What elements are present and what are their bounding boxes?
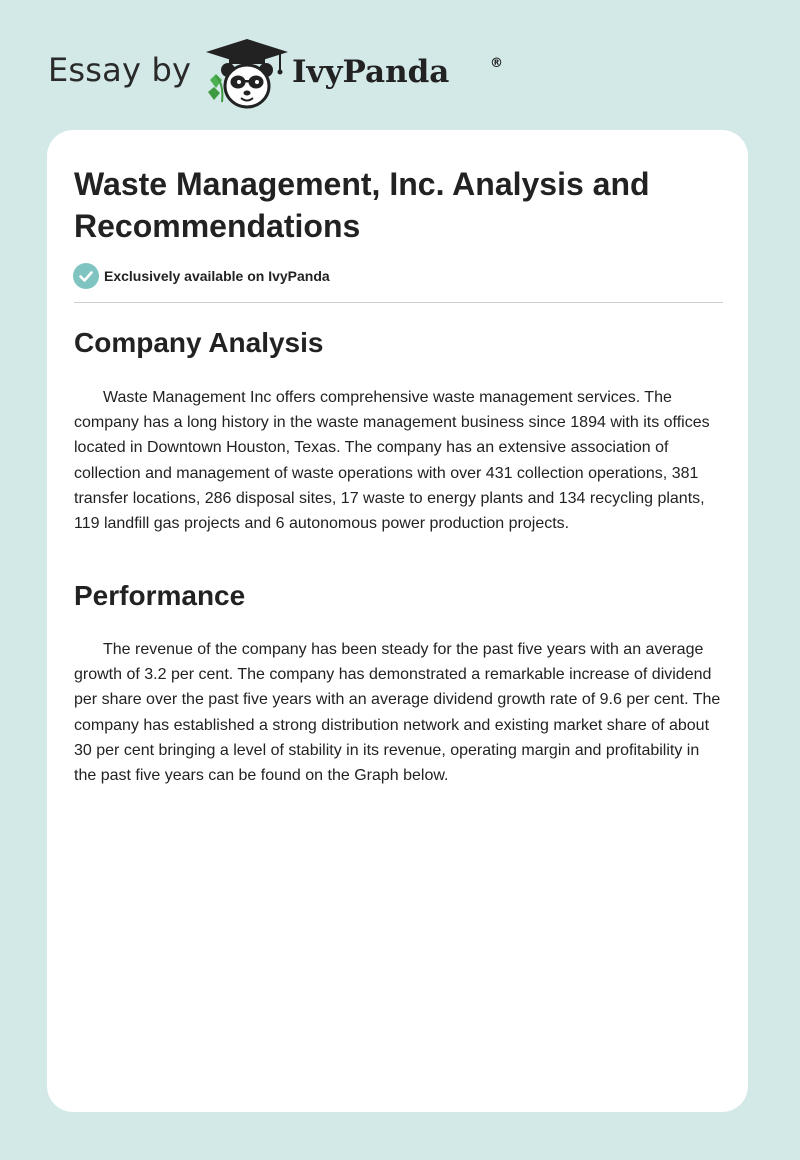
section-heading-company-analysis: Company Analysis: [74, 327, 324, 358]
section-paragraph-company-analysis: Waste Management Inc offers comprehensive waste management services. The company has a long history in the waste management business since 1894 with its offices located in Downtown Houston, Texas. The company has an extensive association of collection and management of waste operations with over 431 collection operations, 381 transfer locations, 286 disposal sites, 17 waste to energy plants and 134 recycling plants, 119 landfill gas projects and 6 autonomous power production projects.: [74, 389, 710, 533]
divider: [74, 302, 723, 303]
section-heading-performance: Performance: [74, 580, 246, 611]
exclusive-label: Exclusively available on IvyPanda: [104, 268, 330, 284]
exclusive-badge: [73, 263, 473, 289]
check-circle-icon: [73, 263, 99, 289]
page-title: Waste Management, Inc. Analysis and Recommendations: [74, 166, 650, 244]
site-header: [48, 36, 503, 112]
section-paragraph-performance: The revenue of the company has been steady for the past five years with an average growth of 3.2 per cent. The company has demonstrated a remarkable increase of dividend per share over the past five years with an average dividend growth rate of 9.6 per cent. The company has established a strong distribution network and existing market share of about 30 per cent bringing a level of stability in its revenue, operating margin and profitability in the past five years can be found on the Graph below.: [74, 641, 721, 785]
brand-name[interactable]: IvyPanda: [292, 54, 450, 90]
panda-graduate-logo-icon[interactable]: [202, 36, 292, 112]
essay-card: [47, 130, 748, 1112]
registered-mark: ®: [490, 56, 503, 71]
essay-by-label: Essay by: [48, 51, 192, 89]
